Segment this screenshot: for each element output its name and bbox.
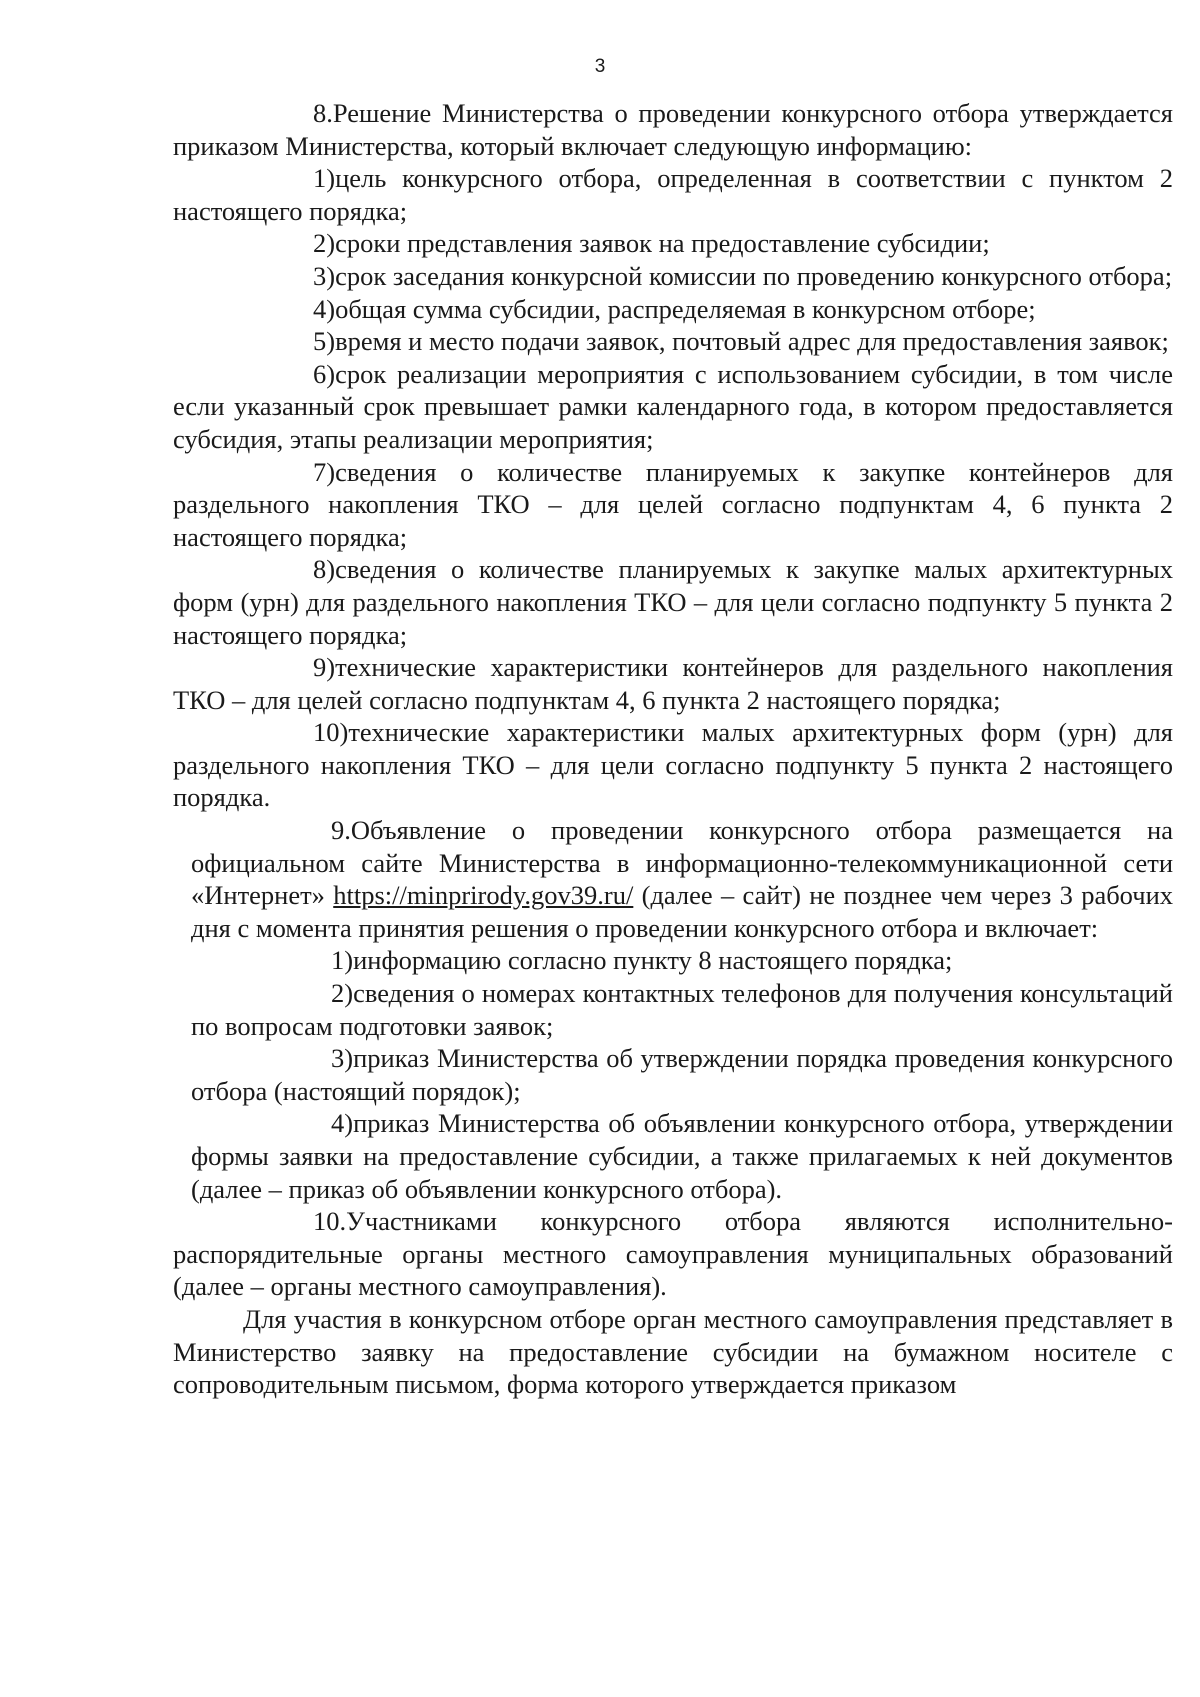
item-text: сведения о номерах контактных телефонов для получения консультаций по вопросам подготовки заявок;: [191, 978, 1173, 1041]
list-item: [173, 456, 1173, 554]
list-item: [173, 260, 1173, 293]
list-item: [173, 227, 1173, 260]
paragraph-number: 10.: [313, 1206, 347, 1237]
item-number: 6): [313, 358, 336, 389]
item-text: информацию согласно пункту 8 настоящего порядка;: [353, 945, 953, 976]
item-text: технические характеристики малых архитектурных форм (урн) для раздельного накопления ТКО – для цели согласно подпункту 5 пункта 2 настоящего порядка.: [173, 717, 1173, 813]
item-text: цель конкурсного отбора, определенная в соответствии с пунктом 2 настоящего порядка;: [173, 163, 1173, 226]
list-item: [173, 651, 1173, 716]
page-number: 3: [594, 56, 606, 77]
list-item: [173, 325, 1173, 358]
item-text: время и место подачи заявок, почтовый адрес для предоставления заявок;: [335, 326, 1169, 357]
item-number: 7): [313, 456, 336, 487]
item-number: 8): [313, 554, 336, 585]
item-text: срок реализации мероприятия с использованием субсидии, в том числе если указанный срок превышает рамки календарного года, в котором предоставляется субсидия, этапы реализации мероприятия;: [173, 358, 1173, 454]
list-item: [173, 716, 1173, 814]
item-number: 2): [313, 228, 336, 259]
item-number: 8.: [313, 98, 333, 128]
paragraph-text-continued: (далее – сайт) не позднее чем через 3 рабочих дня с момента принятия решения о проведении конкурсного отбора и включает:: [191, 880, 1174, 943]
item-text: срок заседания конкурсной комиссии по проведению конкурсного отбора;: [335, 260, 1173, 291]
section-9-items: [173, 944, 1173, 1205]
section-8: [173, 97, 1173, 814]
item-number: 3): [331, 1043, 354, 1074]
item-text: сведения о количестве планируемых к закупке контейнеров для раздельного накопления ТКО – для целей согласно подпунктам 4, 6 пункта 2 настоящего порядка;: [173, 456, 1173, 552]
list-item: [173, 162, 1173, 227]
item-text: технические характеристики контейнеров для раздельного накопления ТКО – для целей согласно подпунктам 4, 6 пункта 2 настоящего порядка;: [173, 652, 1173, 715]
item-text: Решение Министерства о проведении конкурсного отбора утверждается приказом Министерства, который включает следующую информацию:: [173, 98, 1173, 161]
paragraph-10-continued: Для участия в конкурсном отборе орган местного самоуправления представляет в Министерство заявку на предоставление субсидии на бумажном носителе с сопроводительным письмом, форма которого утверждается приказом: [173, 1303, 1173, 1400]
item-number: 5): [313, 326, 336, 357]
item-number: 1): [313, 163, 336, 194]
list-item: [191, 944, 1173, 977]
item-number: 3): [313, 260, 336, 291]
paragraph-9: [173, 814, 1173, 944]
paragraph-text: Участниками конкурсного отбора являются исполнительно-распорядительные органы местного самоуправления муниципальных образований (далее – органы местного самоуправления).: [173, 1206, 1173, 1302]
list-item: [191, 1107, 1173, 1205]
item-number: 1): [331, 945, 354, 976]
paragraph-text: Объявление о проведении конкурсного отбора размещается на официальном сайте Министерства в информационно-телекоммуникационной сети «Интернет»: [191, 815, 1173, 911]
document-body: [173, 97, 1173, 1401]
list-item: [173, 358, 1173, 456]
item-text: сроки представления заявок на предоставление субсидии;: [335, 228, 990, 259]
paragraph-10: [173, 1205, 1173, 1303]
ministry-site-link[interactable]: https://minprirody.gov39.ru/: [333, 880, 634, 911]
list-item: [191, 1042, 1173, 1107]
list-item: [173, 293, 1173, 326]
item-text: приказ Министерства об объявлении конкурсного отбора, утверждении формы заявки на предоставление субсидии, а также прилагаемых к ней документов (далее – приказ об объявлении конкурсного отбора).: [191, 1108, 1173, 1204]
item-number: 2): [331, 978, 354, 1009]
list-item: [191, 977, 1173, 1042]
item-number: 10): [313, 717, 349, 748]
item-text: общая сумма субсидии, распределяемая в конкурсном отборе;: [335, 293, 1036, 324]
list-item: [173, 553, 1173, 651]
item-number: 4): [331, 1108, 354, 1139]
item-number: 4): [313, 293, 336, 324]
paragraph-8: [173, 97, 1173, 162]
item-text: приказ Министерства об утверждении порядка проведения конкурсного отбора (настоящий порядок);: [191, 1043, 1173, 1106]
item-number: 9): [313, 652, 336, 683]
paragraph-number: 9.: [331, 815, 351, 846]
item-text: сведения о количестве планируемых к закупке малых архитектурных форм (урн) для раздельного накопления ТКО – для цели согласно подпункту 5 пункта 2 настоящего порядка;: [173, 554, 1173, 650]
